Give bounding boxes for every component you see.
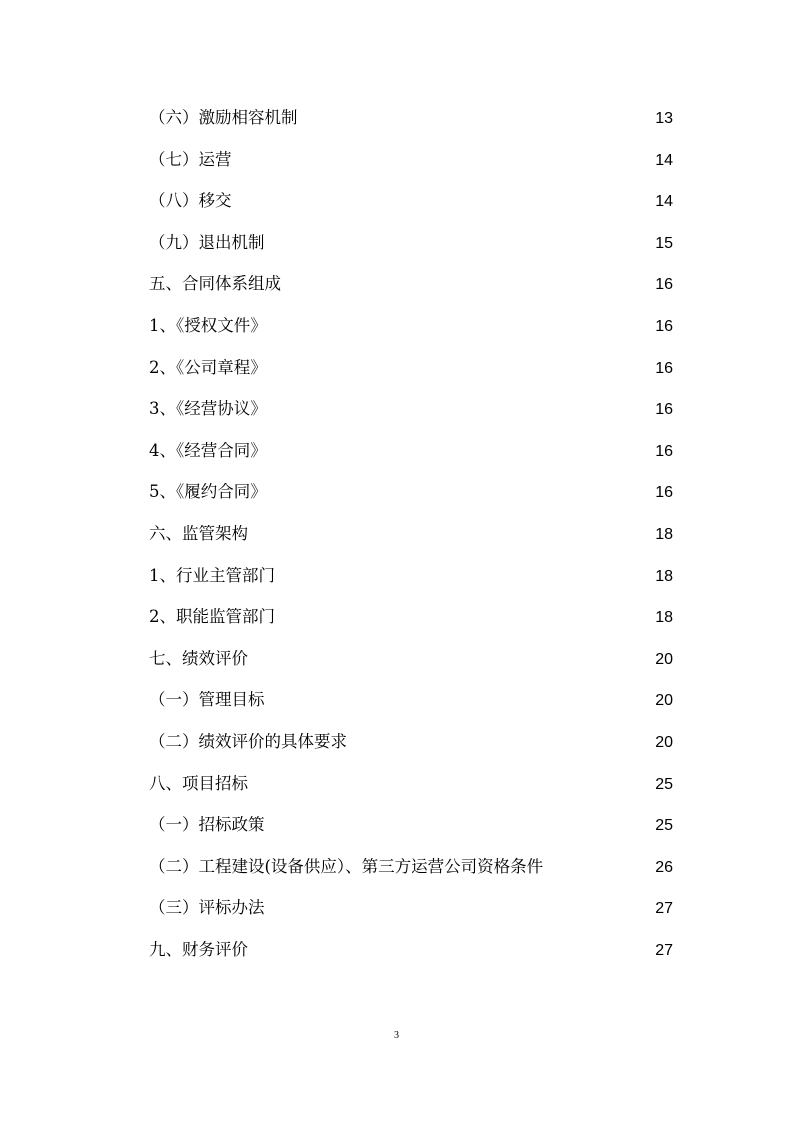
- toc-entry-page: 16: [655, 359, 673, 377]
- toc-entry-label: 六、监管架构: [149, 523, 248, 543]
- toc-leader-dots: [271, 899, 654, 916]
- toc-leader-dots: [254, 524, 653, 541]
- toc-entry-page: 13: [655, 110, 673, 127]
- toc-leader-dots: [281, 275, 653, 292]
- toc-entry-label: 1、行业主管部门: [149, 565, 275, 585]
- toc-entry-page: 18: [655, 525, 673, 543]
- toc-entry-page: 16: [655, 401, 673, 419]
- toc-entry[interactable]: [149, 851, 673, 893]
- toc-leader-dots: [232, 192, 654, 209]
- toc-leader-dots: [304, 109, 654, 126]
- toc-entry-label: 4、《经营合同》: [149, 440, 267, 460]
- toc-entry[interactable]: [149, 560, 673, 602]
- toc-leader-dots: [254, 940, 653, 957]
- toc-entry[interactable]: [149, 102, 673, 144]
- toc-entry-page: 25: [655, 817, 673, 835]
- toc-entry-label: 八、项目招标: [149, 773, 248, 793]
- toc-entry-label: 九、财务评价: [149, 939, 248, 959]
- toc-entry[interactable]: [149, 435, 673, 477]
- toc-entry[interactable]: [149, 643, 673, 685]
- toc-entry-label: 五、合同体系组成: [149, 274, 281, 294]
- toc-entry-page: 18: [655, 609, 673, 627]
- toc-entry[interactable]: [149, 352, 673, 394]
- toc-leader-dots: [273, 441, 653, 458]
- toc-leader-dots: [549, 857, 653, 874]
- toc-entry-label: 2、《公司章程》: [149, 357, 267, 377]
- toc-leader-dots: [271, 816, 654, 833]
- toc-entry-label: （七）运营: [149, 149, 232, 169]
- page-number: 3: [394, 1030, 399, 1041]
- toc-entry-page: 26: [655, 858, 673, 876]
- toc-entry-page: 27: [655, 941, 673, 959]
- toc-entry[interactable]: [149, 726, 673, 768]
- toc-entry-page: 16: [655, 276, 673, 294]
- toc-leader-dots: [271, 233, 654, 250]
- toc-entry-page: 15: [655, 234, 673, 252]
- toc-entry-label: 2、职能监管部门: [149, 607, 275, 627]
- table-of-contents: [149, 102, 673, 975]
- toc-entry-label: （八）移交: [149, 191, 232, 211]
- toc-leader-dots: [281, 566, 653, 583]
- toc-entry[interactable]: [149, 809, 673, 851]
- toc-entry[interactable]: [149, 518, 673, 560]
- toc-entry-label: 1、《授权文件》: [149, 315, 267, 335]
- toc-entry[interactable]: [149, 601, 673, 643]
- toc-entry-label: （三）评标办法: [149, 898, 265, 918]
- toc-entry[interactable]: [149, 684, 673, 726]
- toc-leader-dots: [273, 316, 653, 333]
- toc-entry[interactable]: [149, 476, 673, 518]
- toc-entry[interactable]: [149, 310, 673, 352]
- toc-entry-page: 25: [655, 775, 673, 793]
- toc-entry-page: 20: [655, 733, 673, 751]
- toc-entry-label: （一）管理目标: [149, 690, 265, 710]
- toc-entry-label: 3、《经营协议》: [149, 399, 267, 419]
- toc-leader-dots: [232, 150, 654, 167]
- toc-entry-page: 20: [655, 692, 673, 710]
- toc-entry[interactable]: [149, 934, 673, 976]
- toc-leader-dots: [273, 400, 653, 417]
- toc-leader-dots: [273, 483, 653, 500]
- toc-entry[interactable]: [149, 768, 673, 810]
- toc-leader-dots: [254, 649, 653, 666]
- toc-entry-label: 七、绩效评价: [149, 648, 248, 668]
- toc-entry-page: 18: [655, 567, 673, 585]
- toc-leader-dots: [273, 358, 653, 375]
- toc-entry-page: 16: [655, 442, 673, 460]
- toc-entry-page: 14: [655, 151, 673, 169]
- toc-entry-page: 16: [655, 484, 673, 502]
- toc-entry-label: （二）绩效评价的具体要求: [149, 731, 347, 751]
- toc-entry-page: 14: [655, 193, 673, 211]
- toc-entry[interactable]: [149, 144, 673, 186]
- toc-entry-label: （二）工程建设(设备供应）、第三方运营公司资格条件: [149, 856, 544, 876]
- toc-entry-page: 20: [655, 650, 673, 668]
- toc-entry[interactable]: [149, 393, 673, 435]
- toc-entry[interactable]: [149, 268, 673, 310]
- toc-leader-dots: [254, 774, 653, 791]
- toc-entry-page: 27: [655, 900, 673, 918]
- toc-entry[interactable]: [149, 185, 673, 227]
- toc-leader-dots: [271, 691, 654, 708]
- toc-entry[interactable]: [149, 892, 673, 934]
- toc-entry-label: （六）激励相容机制: [149, 108, 298, 127]
- toc-entry-label: 5、《履约合同》: [149, 482, 267, 502]
- toc-leader-dots: [353, 732, 653, 749]
- toc-entry-label: （一）招标政策: [149, 815, 265, 835]
- toc-entry-page: 16: [655, 317, 673, 335]
- toc-entry[interactable]: [149, 227, 673, 269]
- toc-leader-dots: [281, 608, 653, 625]
- toc-entry-label: （九）退出机制: [149, 232, 265, 252]
